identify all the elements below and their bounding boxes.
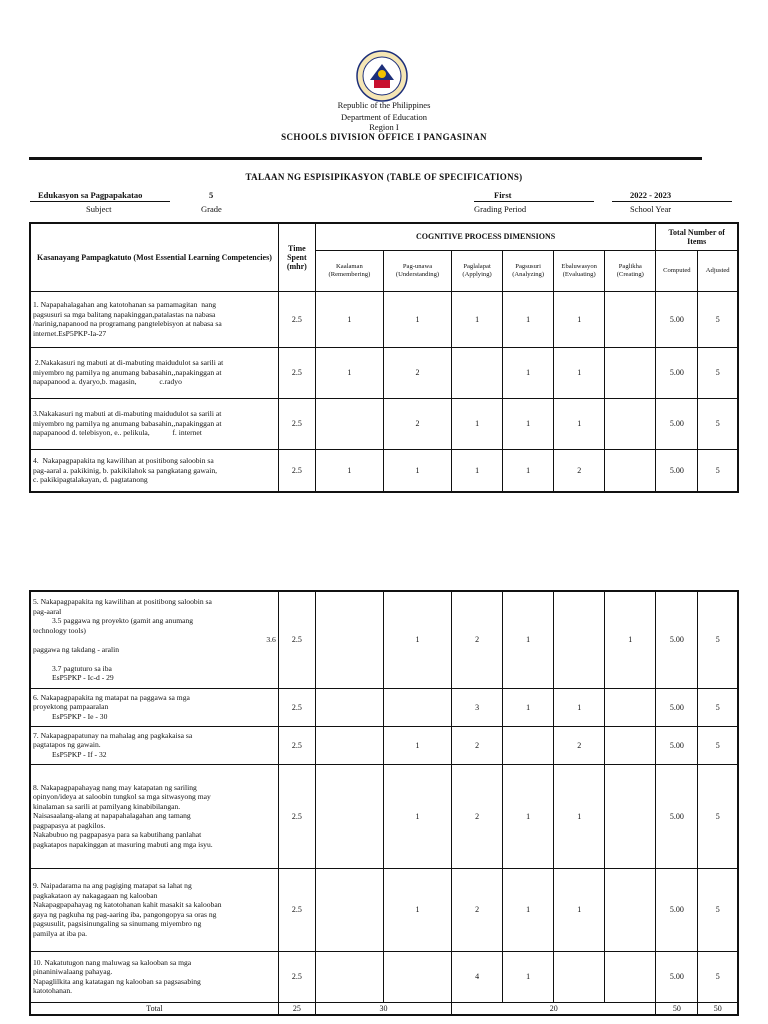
time-cell: 2.5 — [278, 449, 315, 492]
level-cell — [605, 764, 656, 868]
level-cell — [315, 398, 383, 449]
level-cell: 1 — [383, 726, 451, 764]
level-cell: 1 — [503, 868, 554, 951]
level-cell: 1 — [452, 291, 503, 347]
level-header: Pagsusuri (Analyzing) — [503, 250, 554, 291]
level-cell: 1 — [503, 591, 554, 688]
subject-label: Subject — [86, 204, 112, 214]
level-cell — [315, 764, 383, 868]
level-cell: 1 — [315, 347, 383, 398]
time-cell: 2.5 — [278, 764, 315, 868]
time-cell: 2.5 — [278, 951, 315, 1002]
level-cell — [605, 726, 656, 764]
total-group2: 20 — [452, 1002, 656, 1015]
level-cell: 1 — [554, 291, 605, 347]
total-label: Total — [30, 1002, 278, 1015]
level-cell — [605, 688, 656, 726]
level-cell: 1 — [503, 398, 554, 449]
grade-label: Grade — [201, 204, 222, 214]
table-row — [30, 291, 738, 347]
level-cell — [605, 868, 656, 951]
level-cell: 2 — [452, 726, 503, 764]
level-cell: 1 — [503, 951, 554, 1002]
region-line: Region I — [369, 122, 399, 132]
level-cell: 1 — [315, 291, 383, 347]
period-value: First — [494, 190, 512, 200]
time-cell: 2.5 — [278, 291, 315, 347]
level-header: Kaalaman (Remembering) — [315, 250, 383, 291]
table-row — [30, 726, 738, 764]
level-cell: 1 — [554, 764, 605, 868]
total-computed: 50 — [656, 1002, 698, 1015]
computed-header: Computed — [656, 250, 698, 291]
time-cell: 2.5 — [278, 868, 315, 951]
period-underline — [474, 201, 594, 202]
level-header: Pag-unawa (Understanding) — [383, 250, 451, 291]
computed-cell: 5.00 — [656, 449, 698, 492]
level-cell: 1 — [383, 868, 451, 951]
level-cell — [315, 726, 383, 764]
division-line: SCHOOLS DIVISION OFFICE I PANGASINAN — [281, 132, 487, 142]
level-cell — [554, 951, 605, 1002]
level-cell: 2 — [554, 449, 605, 492]
level-cell: 1 — [315, 449, 383, 492]
subject-underline — [30, 201, 170, 202]
level-header: Ebaluwasyon (Evaluating) — [554, 250, 605, 291]
competency-cell: 4. Nakapagpapakita ng kawilihan at positibong saloobin sa pag-aaral a. pakikinig, b. pakikilahok sa pangkatang gawain, c. pakikipagtalakayan, d. pagtatanong — [30, 449, 278, 492]
level-cell: 1 — [605, 591, 656, 688]
level-cell: 2 — [452, 868, 503, 951]
adjusted-cell: 5 — [698, 291, 738, 347]
level-cell: 3 — [452, 688, 503, 726]
level-cell — [605, 951, 656, 1002]
level-cell: 1 — [554, 868, 605, 951]
competency-cell: 3.Nakakasuri ng mabuti at di-mabuting maidudulot sa sarili at miyembro ng pamilya ng anumang babasahin,,napakinggan at napapanood d. telebisyon, e.. pelikula, f. internet — [30, 398, 278, 449]
level-cell — [605, 449, 656, 492]
total-group1: 30 — [315, 1002, 451, 1015]
level-cell — [315, 688, 383, 726]
adjusted-cell: 5 — [698, 951, 738, 1002]
level-cell: 1 — [383, 591, 451, 688]
level-cell — [452, 347, 503, 398]
level-cell — [383, 951, 451, 1002]
adjusted-cell: 5 — [698, 398, 738, 449]
cognitive-header: COGNITIVE PROCESS DIMENSIONS — [315, 223, 655, 250]
republic-line: Republic of the Philippines — [337, 100, 431, 110]
level-cell: 1 — [383, 291, 451, 347]
level-cell — [315, 868, 383, 951]
computed-cell: 5.00 — [656, 764, 698, 868]
tos-table-page2 — [29, 590, 739, 1016]
table-row — [30, 398, 738, 449]
time-spent-header: Time Spent (mhr) — [278, 223, 315, 291]
competency-cell: 6. Nakapagpapakita ng matapat na paggawa sa mga proyektong pampaaralan EsP5PKP - Ie - 30 — [30, 688, 278, 726]
table-row — [30, 449, 738, 492]
level-cell: 2 — [452, 591, 503, 688]
department-line: Department of Education — [341, 112, 427, 122]
level-cell: 1 — [383, 764, 451, 868]
level-cell — [605, 398, 656, 449]
deped-seal-icon — [356, 50, 408, 102]
adjusted-cell: 5 — [698, 591, 738, 688]
level-cell: 1 — [554, 347, 605, 398]
competency-cell: 10. Nakatutugon nang maluwag sa kalooban sa mga pinaniniwalaang pahayag. Napaglilkita ang katatagan ng kalooban sa pagsasabing katotohanan. — [30, 951, 278, 1002]
header-rule — [29, 157, 702, 160]
competency-cell: 9. Naipadarama na ang pagiging matapat sa lahat ng pagkakataon ay nakagagaan ng kalooban Nakapagpapahayag ng katotohanan kahit masakit sa kalooban gaya ng pagkuha ng pag-aaring iba, pangongopya sa oras ng pagsusulit, pagsisinungaling sa sinumang miyembro ng pamilya at iba pa. — [30, 868, 278, 951]
level-header: Paglikha (Creating) — [605, 250, 656, 291]
competency-cell: 7. Nakapagpapatunay na mahalag ang pagkakaisa sa pagtatapos ng gawain. EsP5PKP - If - 32 — [30, 726, 278, 764]
adjusted-cell: 5 — [698, 726, 738, 764]
level-cell: 1 — [503, 449, 554, 492]
computed-cell: 5.00 — [656, 398, 698, 449]
computed-cell: 5.00 — [656, 726, 698, 764]
grade-value: 5 — [209, 190, 214, 200]
level-cell: 1 — [503, 688, 554, 726]
competency-cell: 2.Nakakasuri ng mabuti at di-mabuting maidudulot sa sarili at miyembro ng pamilya ng anumang babasahin,,napakinggan at napapanood a. dyaryo,b. magasin, c.radyo — [30, 347, 278, 398]
tos-table-page1 — [29, 222, 739, 493]
document-title: TALAAN NG ESPISIPIKASYON (TABLE OF SPECIFICATIONS) — [245, 172, 523, 182]
table-row — [30, 347, 738, 398]
competency-header: Kasanayang Pampagkatuto (Most Essential Learning Competencies) — [30, 223, 278, 291]
level-cell — [315, 591, 383, 688]
level-header: Paglalapat (Applying) — [452, 250, 503, 291]
total-items-header: Total Number of Items — [656, 223, 738, 250]
level-cell — [383, 688, 451, 726]
time-cell: 2.5 — [278, 347, 315, 398]
level-cell: 4 — [452, 951, 503, 1002]
level-cell: 2 — [452, 764, 503, 868]
adjusted-header: Adjusted — [698, 250, 738, 291]
adjusted-cell: 5 — [698, 868, 738, 951]
table-row — [30, 688, 738, 726]
level-cell: 1 — [452, 398, 503, 449]
level-cell: 1 — [554, 398, 605, 449]
level-cell — [503, 726, 554, 764]
computed-cell: 5.00 — [656, 591, 698, 688]
year-underline — [612, 201, 732, 202]
period-label: Grading Period — [474, 204, 527, 214]
year-value: 2022 - 2023 — [630, 190, 672, 200]
competency-cell: 8. Nakapagpapahayag nang may katapatan ng sariling opinyon/ideya at saloobin tungkol sa mga sitwasyong may kinalaman sa sarili at pamilyang kinabibilangan. Naisasaalang-alang at napapahalagahan ang tamang pagpapasya at pagkilos. Nakabubuo ng pagpapasya para sa kabutihang panlahat pagkatapos napakinggan at masuring mabuti ang mga isyu. — [30, 764, 278, 868]
level-cell: 1 — [383, 449, 451, 492]
year-label: School Year — [630, 204, 672, 214]
total-adjusted: 50 — [698, 1002, 738, 1015]
subject-value: Edukasyon sa Pagpapakatao — [38, 190, 143, 200]
level-cell: 1 — [503, 291, 554, 347]
competency-cell: 5. Nakapagpapakita ng kawilihan at positibong saloobin sa pag-aaral 3.5 paggawa ng proyekto (gamit ang anumang technology tools) 3.6 paggawa ng takdang - aralin 3.7 pagtuturo sa iba EsP5PKP - Ic-d - 29 — [30, 591, 278, 688]
adjusted-cell: 5 — [698, 688, 738, 726]
computed-cell: 5.00 — [656, 868, 698, 951]
adjusted-cell: 5 — [698, 764, 738, 868]
computed-cell: 5.00 — [656, 951, 698, 1002]
time-cell: 2.5 — [278, 591, 315, 688]
computed-cell: 5.00 — [656, 291, 698, 347]
table-row — [30, 591, 738, 688]
level-cell — [315, 951, 383, 1002]
computed-cell: 5.00 — [656, 688, 698, 726]
computed-cell: 5.00 — [656, 347, 698, 398]
level-cell: 1 — [503, 347, 554, 398]
time-cell: 2.5 — [278, 726, 315, 764]
level-cell: 1 — [554, 688, 605, 726]
table-row — [30, 868, 738, 951]
level-cell: 1 — [503, 764, 554, 868]
level-cell: 2 — [383, 347, 451, 398]
level-cell: 2 — [383, 398, 451, 449]
level-cell — [605, 347, 656, 398]
table-row — [30, 951, 738, 1002]
competency-cell: 1. Napapahalagahan ang katotohanan sa pamamagitan nang pagsusuri sa mga balitang napakinggan,patalastas na nabasa /narinig,napanood na programang pangtelebisyon at nabasa sa internet.EsP5PKP-Ia-27 — [30, 291, 278, 347]
table-row — [30, 764, 738, 868]
time-cell: 2.5 — [278, 688, 315, 726]
total-row — [30, 1002, 738, 1015]
total-time: 25 — [278, 1002, 315, 1015]
adjusted-cell: 5 — [698, 449, 738, 492]
level-cell — [554, 591, 605, 688]
level-cell — [605, 291, 656, 347]
level-cell: 1 — [452, 449, 503, 492]
adjusted-cell: 5 — [698, 347, 738, 398]
level-cell: 2 — [554, 726, 605, 764]
time-cell: 2.5 — [278, 398, 315, 449]
